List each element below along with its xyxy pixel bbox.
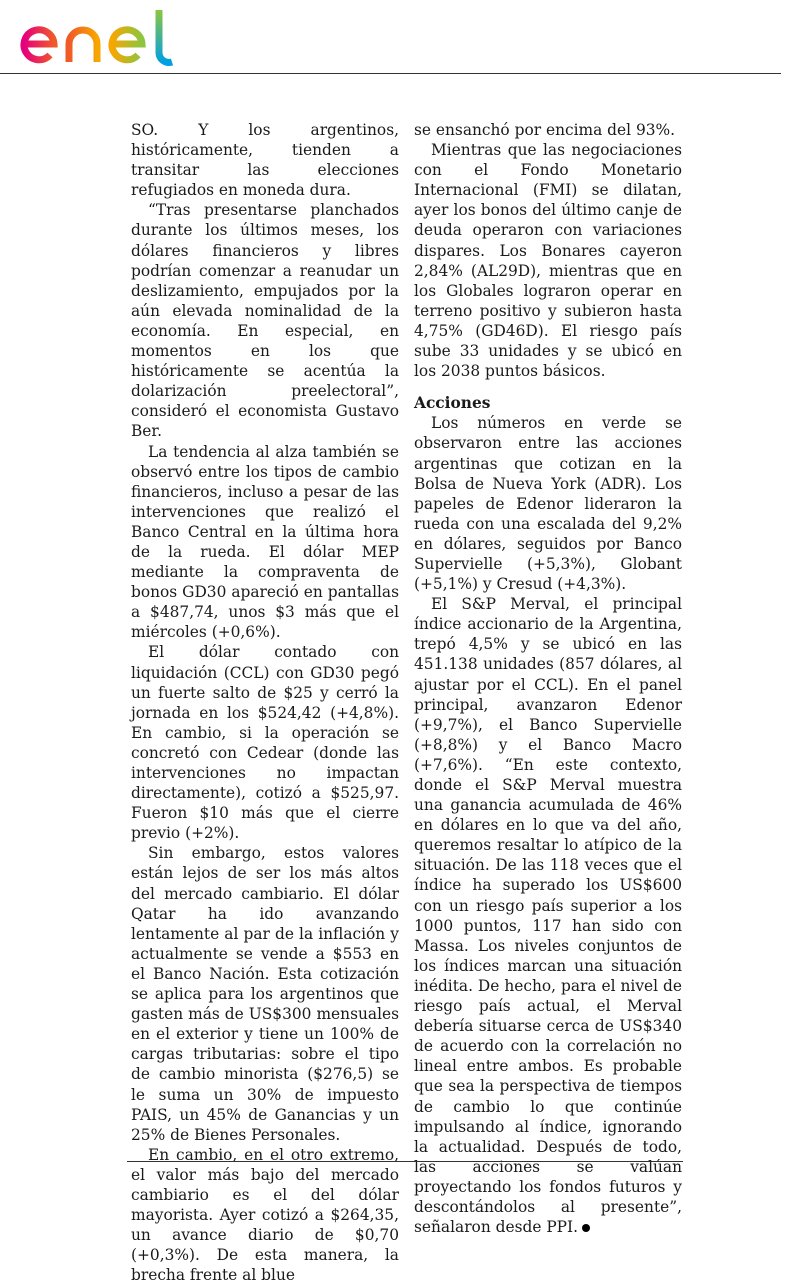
paragraph: En cambio, en el otro extremo, el valor más bajo del mercado cambiario es el del dólar mayorista. Ayer cotizó a $264,35, un avance diario de $0,70 (+0,3%). De esta manera, la brecha frente al blue xyxy=(131,1145,399,1285)
paragraph: Los números en verde se observaron entre las acciones argentinas que cotizan en la Bolsa de Nueva York (ADR). Los papeles de Edenor lideraron la rueda con una escalada del 9,2% en dólares, seguidos por Banco Supervielle (+5,3%), Globant (+5,1%) y Cresud (+4,3%). xyxy=(414,414,682,594)
section-heading: Acciones xyxy=(414,394,491,413)
paragraph: se ensanchó por encima del 93%. xyxy=(414,121,676,139)
paragraph: SO. Y los argentinos, históricamente, tienden a transitar las elecciones refugiados en moneda dura. xyxy=(131,121,399,200)
paragraph: Sin embargo, estos valores están lejos de ser los más altos del mercado cambiario. El dólar Qatar ha ido avanzando lentamente al par de la inflación y actualmente se vende a $553 en el Banco Nación. Esta cotización se aplica para los argentinos que gasten más de US$300 mensuales en el exterior y tiene un 100% de cargas tributarias: sobre el tipo de cambio minorista ($276,5) se le suma un 30% de impuesto PAIS, un 45% de Ganancias y un 25% de Bienes Personales. xyxy=(131,844,399,1144)
end-of-article-icon xyxy=(582,1224,590,1232)
article-column-right xyxy=(414,120,682,1237)
paragraph: La tendencia al alza también se observó entre los tipos de cambio financieros, incluso a pesar de las intervenciones que realizó el Banco Central en la última hora de la rueda. El dólar MEP mediante la compraventa de bonos GD30 apareció en pantallas a $487,74, unos $3 más que el miércoles (+0,6%). xyxy=(131,442,399,642)
paragraph-text: El S&P Merval, el principal índice accionario de la Argentina, trepó 4,5% y se ubicó en las 451.138 unidades (857 dólares, al ajustar por el CCL). En el panel principal, avanzaron Edenor (+9,7%), el Banco Supervielle (+8,8%) y el Banco Macro (+7,6%). “En este contexto, donde el S&P Merval muestra una ganancia acumulada de 46% en dólares en lo que va del año, queremos resaltar lo atípico de la situación. De las 118 veces que el índice ha superado los US$600 con un riesgo país superior a los 1000 puntos, 117 han sido con Massa. Los niveles conjuntos de los índices marcan una situación inédita. De hecho, para el nivel de riesgo país actual, el Merval debería situarse cerca de US$340 de acuerdo con la correlación no lineal entre ambos. Es probable que sea la perspectiva de tiempos de cambio lo que continúe impulsando al índice, ignorando la actualidad. Después de todo, las acciones se valúan proyectando los fondos futuros y descontándolos al presente”, señalaron desde PPI. xyxy=(414,595,682,1237)
header-rule xyxy=(0,73,781,74)
paragraph: “Tras presentarse planchados durante los últimos meses, los dólares financieros y libres podrían comenzar a reanudar un deslizamiento, empujados por la aún elevada nominalidad de la economía. En especial, en momentos en los que históricamente se acentúa la dolarización preelectoral”, consideró el economista Gustavo Ber. xyxy=(131,201,399,441)
paragraph-last xyxy=(414,594,682,1237)
paragraph: El dólar contado con liquidación (CCL) con GD30 pegó un fuerte salto de $25 y cerró la jornada en los $524,42 (+4,8%). En cambio, si la operación se concretó con Cedear (donde las intervenciones no impactan directamente), cotizó a $525,97. Fueron $10 más que el cierre previo (+2%). xyxy=(131,643,399,843)
footer-rule xyxy=(127,1161,683,1162)
enel-logo xyxy=(14,6,189,68)
paragraph: Mientras que las negociaciones con el Fondo Monetario Internacional (FMI) se dilatan, ayer los bonos del último canje de deuda operaron con variaciones dispares. Los Bonares cayeron 2,84% (AL29D), mientras que en los Globales lograron operar en terreno positivo y subieron hasta 4,75% (GD46D). El riesgo país sube 33 unidades y se ubicó en los 2038 puntos básicos. xyxy=(414,141,682,381)
article-column-left xyxy=(131,120,399,1285)
